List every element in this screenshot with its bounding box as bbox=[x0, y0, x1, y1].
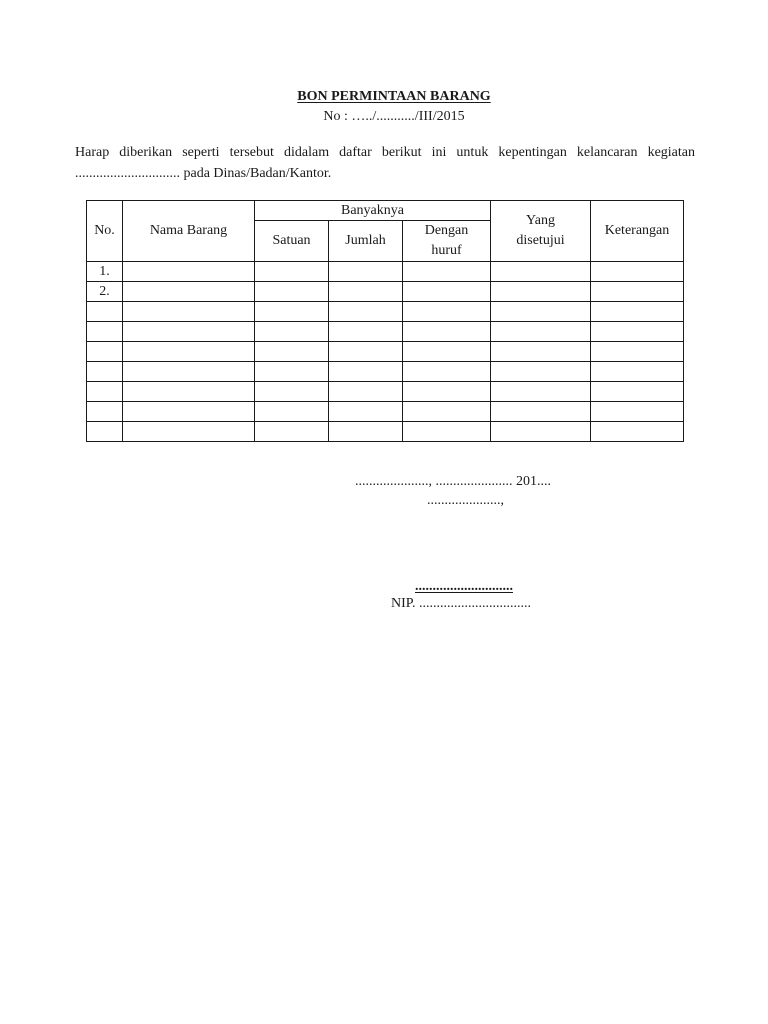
table-cell bbox=[491, 322, 591, 342]
table-cell bbox=[403, 302, 491, 322]
table-cell bbox=[329, 342, 403, 362]
header-yang-disetujui bbox=[491, 201, 591, 262]
signature-role: ....................., bbox=[427, 493, 504, 508]
table-cell bbox=[255, 402, 329, 422]
row-number-cell bbox=[87, 322, 123, 342]
document-title-text: BON PERMINTAAN BARANG bbox=[297, 89, 491, 104]
table-cell bbox=[255, 302, 329, 322]
table-cell bbox=[403, 382, 491, 402]
table-cell bbox=[123, 262, 255, 282]
table-row bbox=[87, 322, 684, 342]
table-cell bbox=[591, 362, 684, 382]
header-satuan: Satuan bbox=[255, 221, 329, 262]
table-cell bbox=[591, 262, 684, 282]
table-cell bbox=[491, 362, 591, 382]
table-cell bbox=[123, 382, 255, 402]
header-dengan-huruf bbox=[403, 221, 491, 262]
table-cell bbox=[591, 402, 684, 422]
table-cell bbox=[591, 342, 684, 362]
table-cell bbox=[403, 402, 491, 422]
table-cell bbox=[329, 402, 403, 422]
table-cell bbox=[123, 402, 255, 422]
table-cell bbox=[403, 322, 491, 342]
table-cell bbox=[255, 342, 329, 362]
row-number-cell: 1. bbox=[87, 262, 123, 282]
table-cell bbox=[255, 282, 329, 302]
table-cell bbox=[329, 382, 403, 402]
table-cell bbox=[123, 282, 255, 302]
table-cell bbox=[123, 322, 255, 342]
table-cell bbox=[255, 422, 329, 442]
table-row bbox=[87, 262, 684, 282]
table-cell bbox=[491, 382, 591, 402]
document-number: No : …../.........../III/2015 bbox=[323, 109, 465, 124]
table-row bbox=[87, 362, 684, 382]
table-cell bbox=[403, 422, 491, 442]
table-cell bbox=[591, 382, 684, 402]
table-cell bbox=[403, 342, 491, 362]
row-number-cell bbox=[87, 342, 123, 362]
table-cell bbox=[591, 422, 684, 442]
table-cell bbox=[403, 282, 491, 302]
table-cell bbox=[329, 422, 403, 442]
header-yang-disetujui-text: Yang disetujui bbox=[516, 213, 565, 248]
header-banyaknya: Banyaknya bbox=[255, 201, 491, 221]
table-cell bbox=[329, 302, 403, 322]
table-cell bbox=[491, 282, 591, 302]
row-number-cell bbox=[87, 362, 123, 382]
table-cell bbox=[255, 362, 329, 382]
table-cell bbox=[491, 262, 591, 282]
table-cell bbox=[491, 422, 591, 442]
items-table bbox=[86, 200, 684, 442]
row-number-cell bbox=[87, 302, 123, 322]
table-cell bbox=[403, 262, 491, 282]
document-title bbox=[0, 89, 768, 105]
row-number-cell bbox=[87, 402, 123, 422]
table-cell bbox=[255, 382, 329, 402]
intro-paragraph-line-1: Harap diberikan seperti tersebut didalam daftar berikut ini untuk kepentingan kelancaran kegiatan bbox=[75, 145, 695, 160]
table-cell bbox=[329, 282, 403, 302]
table-row bbox=[87, 422, 684, 442]
header-keterangan: Keterangan bbox=[591, 201, 684, 262]
header-jumlah: Jumlah bbox=[329, 221, 403, 262]
table-row bbox=[87, 342, 684, 362]
table-row bbox=[87, 402, 684, 422]
table-cell bbox=[329, 362, 403, 382]
table-cell bbox=[123, 342, 255, 362]
table-cell bbox=[591, 322, 684, 342]
table-row bbox=[87, 382, 684, 402]
table-cell bbox=[591, 282, 684, 302]
row-number-cell bbox=[87, 422, 123, 442]
table-cell bbox=[255, 322, 329, 342]
table-cell bbox=[591, 302, 684, 322]
table-cell bbox=[123, 422, 255, 442]
row-number-cell bbox=[87, 382, 123, 402]
header-dengan-huruf-text: Dengan huruf bbox=[424, 223, 469, 258]
table-cell bbox=[491, 402, 591, 422]
table-cell bbox=[329, 262, 403, 282]
signature-nip: NIP. ................................ bbox=[391, 596, 532, 611]
table-cell bbox=[491, 302, 591, 322]
row-number-cell: 2. bbox=[87, 282, 123, 302]
header-no: No. bbox=[87, 201, 123, 262]
signature-name: ............................ bbox=[415, 579, 513, 594]
table-row bbox=[87, 302, 684, 322]
table-row bbox=[87, 282, 684, 302]
table-header-row-1 bbox=[87, 201, 684, 221]
intro-paragraph-line-2: .............................. pada Dinas/Badan/Kantor. bbox=[75, 166, 332, 181]
table-cell bbox=[255, 262, 329, 282]
signature-place-date: ....................., ...................... 201.... bbox=[355, 474, 551, 489]
table-cell bbox=[491, 342, 591, 362]
table-cell bbox=[329, 322, 403, 342]
header-nama-barang: Nama Barang bbox=[123, 201, 255, 262]
table-cell bbox=[123, 302, 255, 322]
table-cell bbox=[403, 362, 491, 382]
table-cell bbox=[123, 362, 255, 382]
